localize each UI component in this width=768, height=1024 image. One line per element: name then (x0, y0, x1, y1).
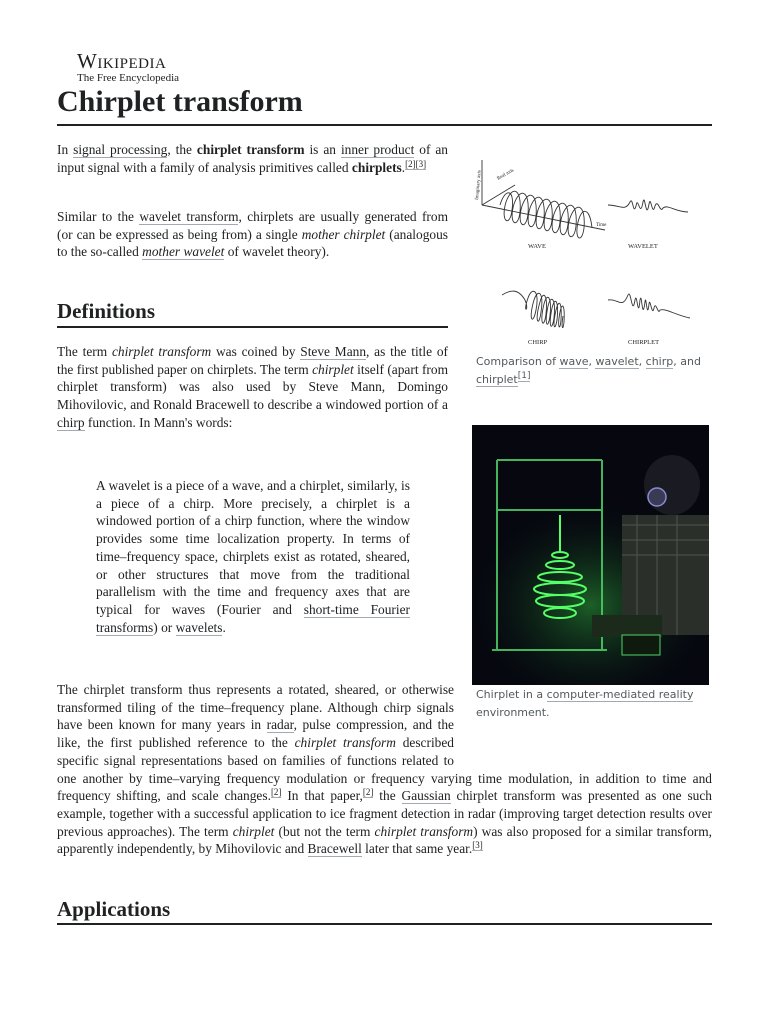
text: A wavelet is a piece of a wave, and a chirplet, similarly, is a piece of a chirp. More precisely, a chirplet is a windowed portion of a chirp function, where the window provides some time localization property. In terms of time–frequency space, chirplets exist as rotated, sheared, or other structures that move from the traditional parallelism with the time and frequency axes that are typical for waves (Fourier and (96, 478, 410, 617)
reference-link[interactable]: [1] (517, 370, 531, 381)
text: In that paper, (281, 788, 363, 804)
text: , (588, 355, 596, 368)
time-axis-line (482, 205, 605, 230)
italic-term: chirplet transform (374, 823, 474, 839)
link-mother-wavelet[interactable]: mother wavelet (142, 244, 225, 260)
photo-chirplet-reality[interactable] (472, 425, 709, 685)
link-signal-processing[interactable]: signal processing (73, 142, 168, 157)
bold-term: chirplets (351, 159, 402, 175)
text: , chirplets are usually generated from (or can be expressed as being from) a single (57, 209, 449, 242)
text: later that same year. (361, 841, 473, 857)
float-spacer (454, 681, 712, 752)
section-divider (57, 326, 448, 328)
link-inner-product[interactable]: inner product (340, 142, 415, 157)
text: . (222, 619, 226, 635)
reference-link[interactable]: [3] (415, 158, 427, 169)
page-title: Chirplet transform (57, 85, 303, 118)
label-chirplet: CHIRPLET (628, 339, 660, 346)
label-wavelet: WAVELET (628, 243, 658, 250)
italic-term: chirplet (232, 823, 275, 839)
italic-term: chirplet transform (111, 344, 212, 359)
text: was coined by (211, 344, 301, 359)
reference-link[interactable]: [2] (362, 787, 374, 798)
text: function. In Mann's words: (84, 414, 233, 430)
link-wavelet[interactable]: wavelet (595, 355, 639, 368)
wavelet-curve (608, 200, 688, 212)
chirplet-curve (608, 294, 690, 318)
text: (analogous to the so-called (57, 226, 448, 260)
text: itself (apart from chirplet transform) was also used by Steve Mann, Domingo Mihovilovic, and Ronald Bracewell to describe a windowed portion of a (57, 361, 448, 413)
definitions-paragraph-2 (57, 681, 712, 858)
text: . (401, 159, 406, 175)
italic-term: chirplet transform (294, 735, 396, 751)
link-radar[interactable]: radar (266, 717, 294, 733)
title-divider (57, 124, 712, 126)
wave-comparison-drawing (470, 150, 715, 350)
link-wavelets[interactable]: wavelets (175, 619, 223, 635)
link-gaussian[interactable]: Gaussian (401, 788, 451, 804)
text: of wavelet theory). (224, 244, 330, 260)
photo-drawing (472, 425, 709, 685)
text: Comparison of (476, 355, 560, 368)
text: environment. (476, 705, 550, 719)
text: , (638, 355, 646, 368)
reference-link[interactable]: [3] (472, 840, 483, 851)
italic-term: chirplet (312, 361, 354, 377)
link-bracewell[interactable]: Bracewell (307, 841, 362, 857)
logo-tagline: The Free Encyclopedia (77, 72, 180, 84)
text: ) was also proposed for a similar transform, apparently independently, by Mihovilovic and (57, 823, 712, 857)
text: Similar to the (57, 209, 140, 224)
definitions-paragraph-1 (57, 343, 448, 432)
text: In (57, 142, 74, 157)
text: , pulse compression, and the like, the first published reference to the (57, 717, 454, 751)
text: , the (167, 142, 197, 157)
section-divider (57, 923, 712, 925)
label-wave: WAVE (528, 243, 546, 250)
chirp-helix (502, 291, 564, 328)
link-short-time-fourier-transforms[interactable]: short-time Fourier transforms (96, 601, 410, 635)
intro-paragraph-1 (57, 141, 448, 176)
label-real-axis: Real axis (496, 168, 515, 182)
reference-link[interactable]: [2] (270, 787, 282, 798)
text: , and (673, 355, 701, 368)
link-wavelet-transform[interactable]: wavelet transform (139, 209, 239, 224)
link-chirp-caption[interactable]: chirp (645, 355, 674, 368)
label-imaginary-axis: Imaginary axis (475, 169, 483, 201)
section-heading-applications: Applications (57, 897, 171, 921)
label-chirp: CHIRP (528, 339, 548, 346)
text: The chirplet transform thus represents a rotated, sheared, or otherwise transformed tiling of the time–frequency plane. Although chirp signals have been known for many years in (57, 682, 454, 733)
figure-wave-comparison[interactable] (470, 150, 715, 350)
italic-term: mother chirplet (301, 226, 386, 242)
figure-caption-comparison (476, 353, 711, 388)
intro-paragraph-2 (57, 208, 448, 261)
text: is an (304, 142, 341, 157)
text: (but not the term (274, 823, 375, 839)
wave-helix (500, 191, 592, 238)
text: ) or (153, 619, 176, 635)
label-time: Time (596, 223, 607, 228)
text: described specific signal representations based on families of functions related to one another by time–varying frequency modulation or frequency varying time modulation, in addition to time and frequency shifting, and scale changes. (57, 735, 712, 804)
text: of an input signal with a family of analysis primitives called (57, 142, 448, 175)
text: chirplet transform was presented as one such example, together with a successful application to ice fragment detection in radar (improving target detection results over previous approaches). The term (57, 788, 712, 839)
section-heading-definitions: Definitions (57, 299, 156, 323)
link-wave[interactable]: wave (559, 355, 589, 368)
logo-wordmark: Wikipedia (77, 49, 167, 73)
bold-term: chirplet transform (196, 142, 305, 157)
link-chirplet[interactable]: chirplet (476, 372, 518, 386)
text: Chirplet in a (476, 688, 547, 701)
link-steve-mann[interactable]: Steve Mann (300, 344, 367, 359)
reference-link[interactable]: [2] (405, 158, 416, 169)
link-chirp[interactable]: chirp (57, 414, 85, 430)
text: The term (57, 344, 112, 359)
blockquote (96, 477, 410, 636)
text: , as the title of the first published paper on chirplets. The term (57, 344, 449, 377)
link-computer-mediated-reality[interactable]: computer-mediated reality (546, 688, 694, 701)
wikipedia-logo[interactable] (77, 50, 179, 84)
text: the (373, 788, 402, 804)
